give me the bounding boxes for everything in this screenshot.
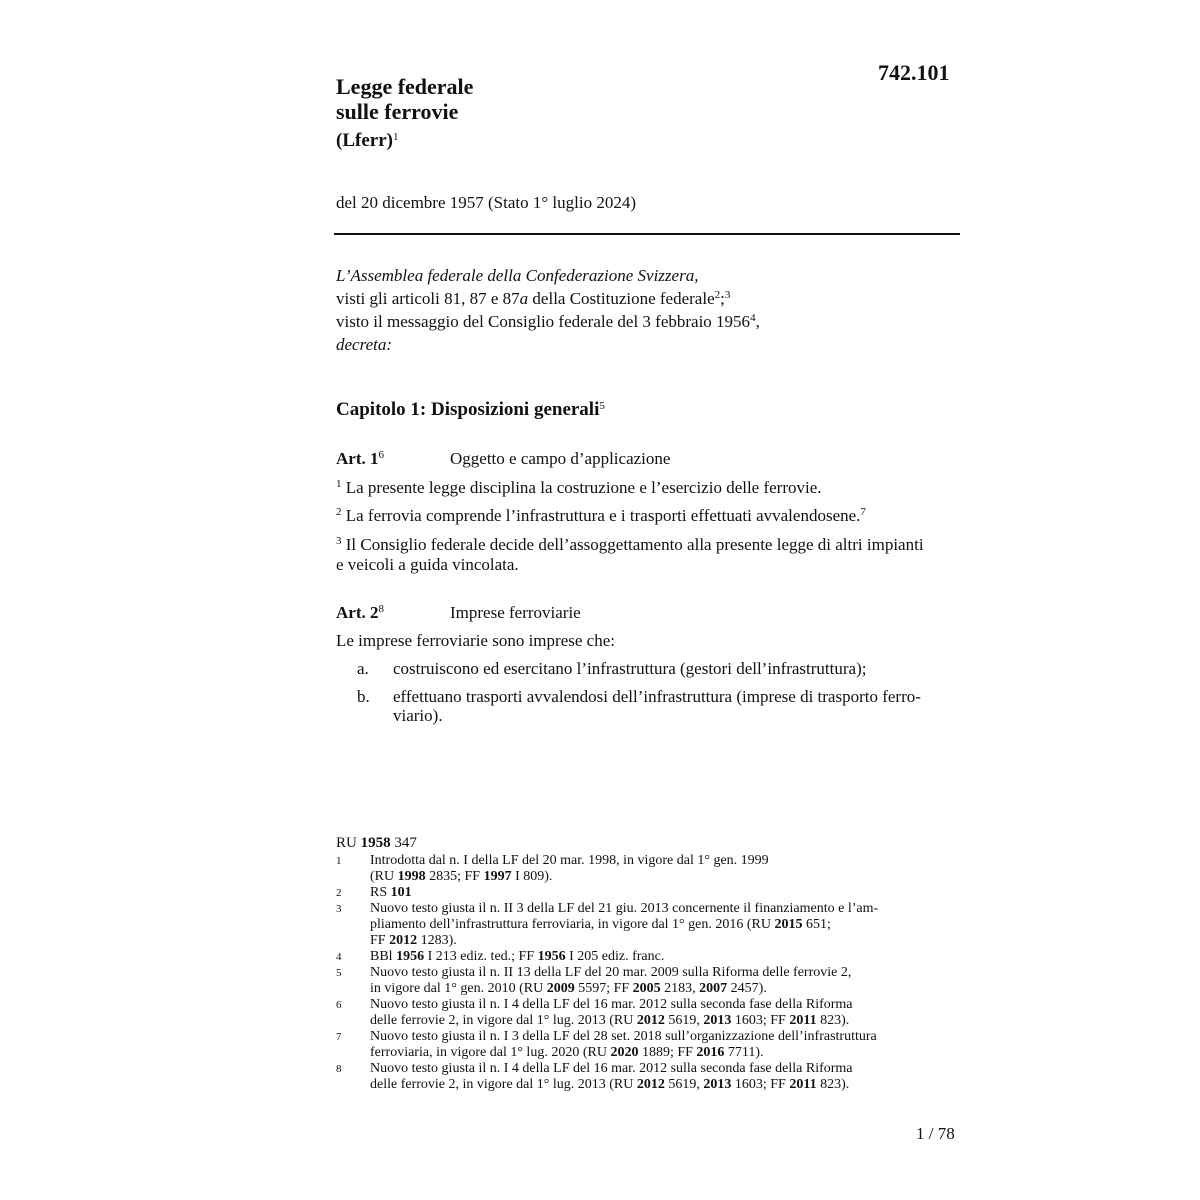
preamble-assembly: L’Assemblea federale della Confederazione Svizzera, (336, 266, 699, 285)
preamble-visto (336, 310, 960, 333)
footnote-number: 8 (336, 1063, 342, 1075)
footnote-number: 5 (336, 967, 342, 979)
footnote-text: Introdotta dal n. I della LF del 20 mar. 1998, in vigore dal 1° gen. 1999 (RU 1998 2835; FF 1997 I 809). (370, 853, 769, 884)
footnote-3 (336, 901, 960, 949)
article-2-number (336, 603, 450, 623)
footnote-4 (336, 949, 960, 965)
paragraph-number: 3 (336, 535, 342, 547)
list-text (393, 687, 960, 725)
art2-num-text: Art. 2 (336, 603, 379, 622)
abbreviation-text: (Lferr) (336, 130, 393, 151)
article-1-paragraph-3 (336, 535, 960, 575)
article-2-title: Imprese ferroviarie (450, 603, 581, 622)
footnote-ref-5[interactable]: 5 (599, 400, 605, 412)
preamble-visti (336, 287, 960, 310)
footnote-1 (336, 853, 960, 885)
preamble (336, 264, 960, 356)
article-2-heading (336, 603, 960, 623)
article-2-item-a (336, 659, 960, 678)
visto-end: , (755, 312, 760, 331)
visti-text: visti gli articoli 81, 87 e 87 (336, 289, 520, 308)
article-2-intro: Le imprese ferroviarie sono imprese che: (336, 631, 615, 650)
visto-text: visto il messaggio del Consiglio federale del 3 febbraio 1956 (336, 312, 751, 331)
art1-num-text: Art. 1 (336, 449, 379, 468)
footnote-number: 4 (336, 951, 342, 963)
list-line: viario). (393, 706, 443, 725)
footnote-text: RS 101 (370, 885, 412, 900)
visti-sep: ; (720, 289, 725, 308)
title-line-2: sulle ferrovie (336, 99, 459, 124)
footnote-ref-7[interactable]: 7 (860, 506, 866, 518)
footnote-2 (336, 885, 960, 901)
list-letter: b. (357, 687, 370, 706)
footnote-source: RU 1958 347 (336, 835, 417, 851)
paragraph-text: La presente legge disciplina la costruzione e l’esercizio delle ferrovie. (341, 478, 822, 497)
footnote-ref-4[interactable]: 4 (750, 312, 756, 324)
chapter-title-text: Capitolo 1: Disposizioni generali (336, 399, 600, 420)
footnote-8 (336, 1061, 960, 1093)
footnote-ref-8[interactable]: 8 (378, 603, 384, 615)
visti-italic: a (519, 289, 529, 308)
abbreviation (336, 130, 398, 152)
footnote-number: 1 (336, 855, 342, 867)
article-1-number (336, 449, 450, 469)
visti-text-2: della Costituzione federale (528, 289, 715, 308)
chapter-1-title (336, 399, 605, 421)
date-line: del 20 dicembre 1957 (Stato 1° luglio 2024) (336, 193, 636, 212)
footnote-number: 7 (336, 1031, 342, 1043)
paragraph-text: Il Consiglio federale decide dell’assoggettamento alla presente legge di altri impianti (341, 535, 924, 554)
footnote-number: 6 (336, 999, 342, 1011)
list-text: costruiscono ed esercitano l’infrastruttura (gestori dell’infrastruttura); (393, 659, 867, 678)
paragraph-number: 1 (336, 478, 342, 490)
footnote-text: Nuovo testo giusta il n. I 4 della LF del 16 mar. 2012 sulla seconda fase della Riforma delle ferrovie 2, in vigore dal 1° lug. 2013 (RU 2012 5619, 2013 1603; FF 2011 823). (370, 997, 853, 1028)
footnote-6 (336, 997, 960, 1029)
paragraph-text: La ferrovia comprende l’infrastruttura e i trasporti effettuati avvalendosene. (341, 506, 861, 525)
article-1-heading (336, 449, 960, 469)
preamble-decreta: decreta: (336, 335, 393, 354)
article-1-title: Oggetto e campo d’applicazione (450, 449, 671, 468)
article-1-paragraph-1 (336, 478, 960, 498)
header-divider (334, 233, 960, 235)
paragraph-line: e veicoli a guida vincolata. (336, 555, 519, 574)
article-1-paragraph-2 (336, 506, 960, 526)
paragraph-line (336, 535, 960, 555)
footnote-number: 2 (336, 887, 342, 899)
sr-number: 742.101 (878, 60, 950, 85)
footnote-text: Nuovo testo giusta il n. II 3 della LF del 21 giu. 2013 concernente il finanziamento e l’am- pliamento dell’infrastruttura ferroviaria, in vigore dal 1° gen. 2016 (RU 2015 651; FF 2012 1283). (370, 901, 879, 948)
footnote-text: Nuovo testo giusta il n. II 13 della LF del 20 mar. 2009 sulla Riforma delle ferrovie 2, in vigore dal 1° gen. 2010 (RU 2009 5597; FF 2005 2183, 2007 2457). (370, 965, 852, 996)
document-title (336, 74, 473, 124)
list-line: effettuano trasporti avvalendosi dell’infrastruttura (imprese di trasporto ferro- (393, 687, 921, 706)
footnote-ref-1[interactable]: 1 (392, 131, 399, 143)
footnote-number: 3 (336, 903, 342, 915)
page-number: 1 / 78 (916, 1124, 955, 1143)
footnote-text: Nuovo testo giusta il n. I 3 della LF del 28 set. 2018 sull’organizzazione dell’infrastruttura ferroviaria, in vigore dal 1° lug. 2020 (RU 2020 1889; FF 2016 7711). (370, 1029, 877, 1060)
paragraph-number: 2 (336, 506, 342, 518)
footnotes (336, 835, 960, 1093)
footnote-ref-6[interactable]: 6 (378, 449, 384, 461)
footnote-ref-2[interactable]: 2 (714, 289, 721, 301)
footnote-7 (336, 1029, 960, 1061)
footnote-5 (336, 965, 960, 997)
footnote-ref-3[interactable]: 3 (724, 289, 731, 301)
title-line-1: Legge federale (336, 74, 474, 99)
article-2-item-b (336, 687, 960, 725)
list-letter: a. (357, 659, 369, 678)
footnote-text: BBl 1956 I 213 ediz. ted.; FF 1956 I 205 ediz. franc. (370, 949, 665, 964)
footnote-text: Nuovo testo giusta il n. I 4 della LF del 16 mar. 2012 sulla seconda fase della Riforma delle ferrovie 2, in vigore dal 1° lug. 2013 (RU 2012 5619, 2013 1603; FF 2011 823). (370, 1061, 853, 1092)
